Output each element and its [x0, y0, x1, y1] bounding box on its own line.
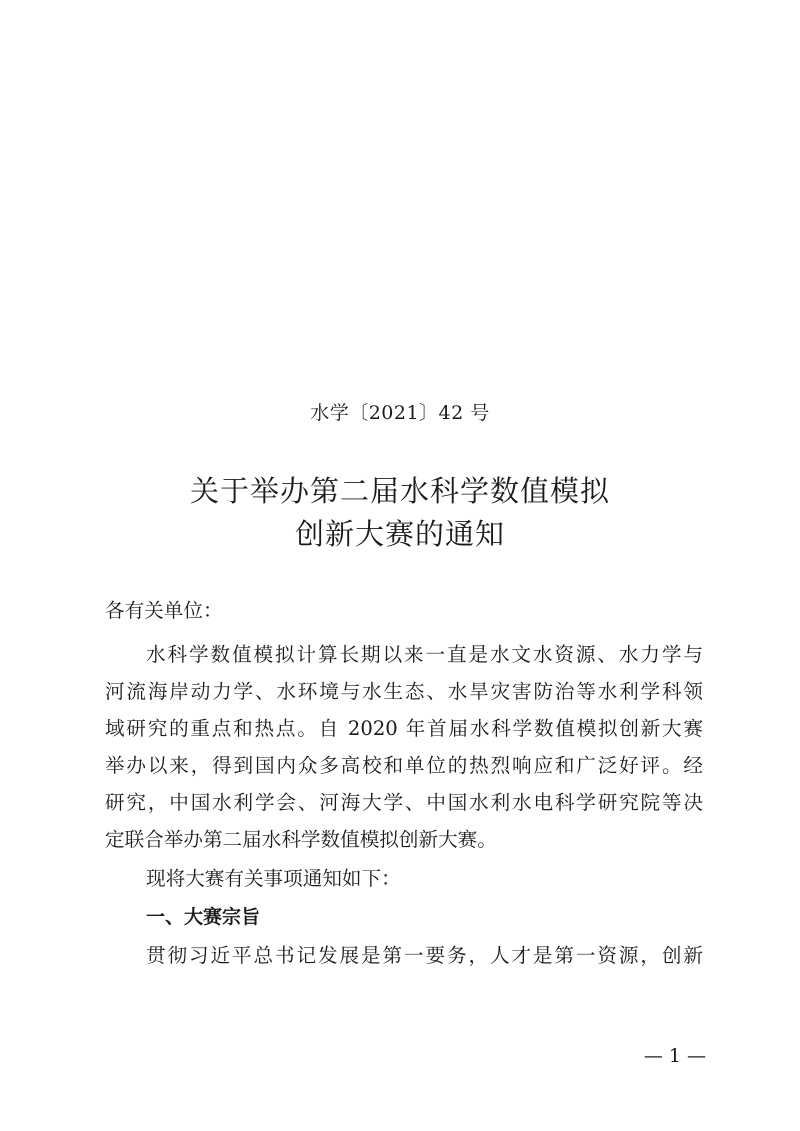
- paragraph-1-line-1: 水科学数值模拟计算长期以来一直是水文水资源、水力学与: [146, 643, 703, 666]
- paragraph-1-line-5: 研究，中国水利学会、河海大学、中国水利水电科学研究院等决: [105, 791, 703, 814]
- paragraph-1-line-4: 举办以来，得到国内众多高校和单位的热烈响应和广泛好评。经: [105, 754, 703, 777]
- paragraph-2: 现将大赛有关事项通知如下：: [146, 867, 401, 890]
- document-number: 水学〔2021〕42 号: [310, 402, 490, 424]
- paragraph-1-line-3: 域研究的重点和热点。自 2020 年首届水科学数值模拟创新大赛: [105, 717, 703, 740]
- section-1-text-line-1: 贯彻习近平总书记发展是第一要务，人才是第一资源，创新: [146, 944, 703, 967]
- section-1-heading: 一、大赛宗旨: [146, 906, 261, 928]
- document-title-line-2: 创新大赛的通知: [294, 517, 505, 551]
- page-number: — 1 —: [643, 1045, 706, 1067]
- salutation: 各有关单位：: [105, 599, 223, 622]
- paragraph-1-line-2: 河流海岸动力学、水环境与水生态、水旱灾害防治等水利学科领: [105, 680, 703, 703]
- paragraph-1-line-6: 定联合举办第二届水科学数值模拟创新大赛。: [105, 828, 497, 851]
- document-title-line-1: 关于举办第二届水科学数值模拟: [189, 474, 610, 508]
